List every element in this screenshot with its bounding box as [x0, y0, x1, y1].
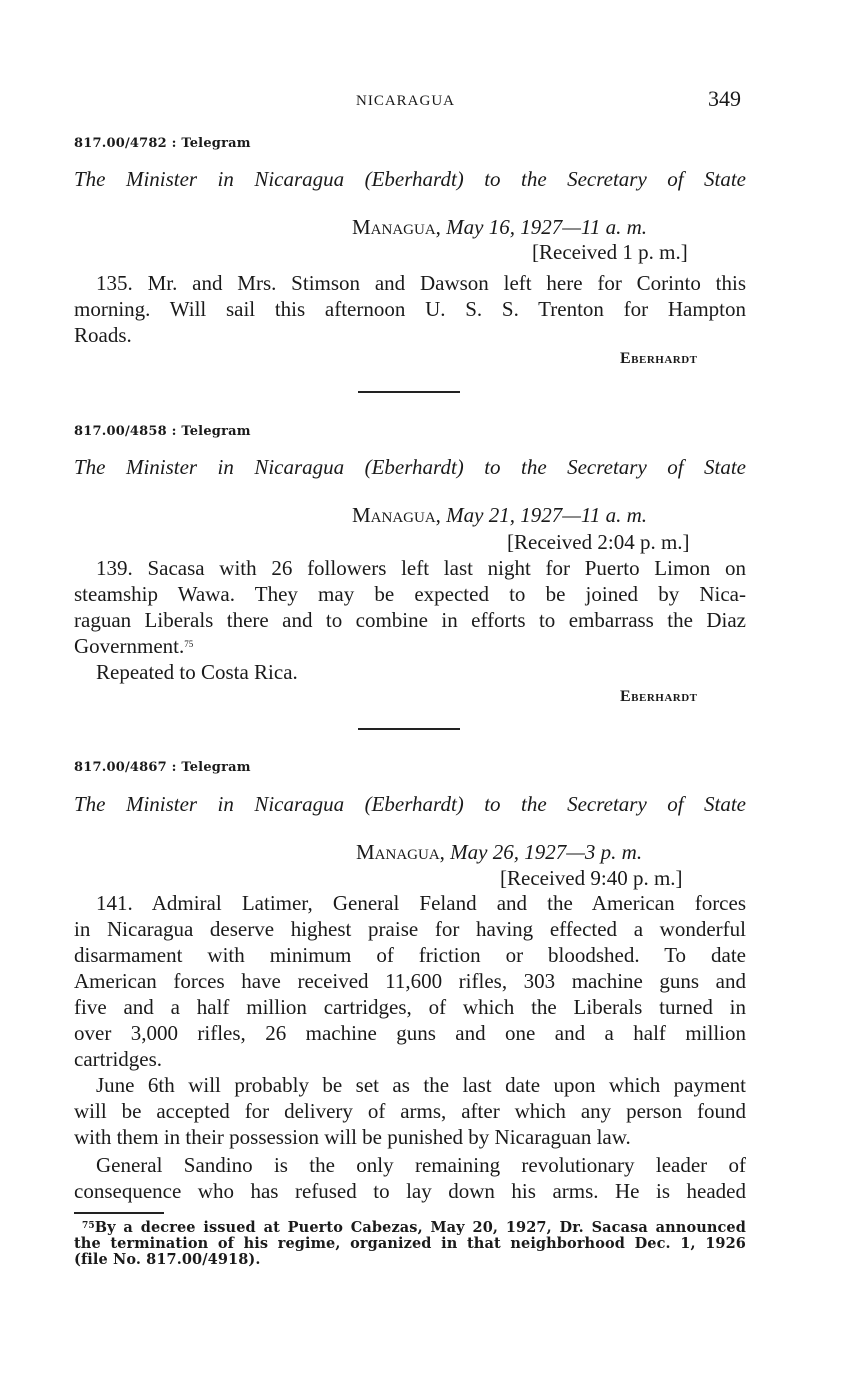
document-heading: The Minister in Nicaragua (Eberhardt) to the Secretary of State: [74, 167, 746, 191]
body-line: 139. Sacasa with 26 followers left last night for Puerto Limon on: [96, 556, 746, 580]
body-line: General Sandino is the only remaining revolutionary leader of: [96, 1153, 746, 1177]
file-reference: 817.00/4782 : Telegram: [74, 136, 251, 151]
body-line: over 3,000 rifles, 26 machine guns and one and a half million: [74, 1021, 746, 1045]
footnote-marker: 75: [184, 639, 194, 649]
received-time: [Received 1 p. m.]: [532, 240, 688, 264]
body-line: consequence who has refused to lay down his arms. He is headed: [74, 1179, 746, 1203]
body-line: will be accepted for delivery of arms, after which any person found: [74, 1099, 746, 1123]
received-time: [Received 2:04 p. m.]: [507, 530, 690, 554]
body-line: in Nicaragua deserve highest praise for having effected a wonderful: [74, 917, 746, 941]
running-header-title: NICARAGUA: [356, 93, 455, 109]
received-time: [Received 9:40 p. m.]: [500, 866, 683, 890]
section-divider: [358, 728, 460, 730]
body-line: raguan Liberals there and to combine in efforts to embarrass the Diaz: [74, 608, 746, 632]
body-line: morning. Will sail this afternoon U. S. S. Trenton for Hampton: [74, 297, 746, 321]
dateline: [352, 503, 647, 528]
footnote-line: (file No. 817.00/4918).: [74, 1251, 261, 1268]
footnote: [74, 1220, 746, 1268]
body-line: with them in their possession will be punished by Nicaraguan law.: [74, 1125, 631, 1149]
dateline-place: Managua,: [352, 503, 441, 527]
body-line: Repeated to Costa Rica.: [96, 660, 298, 684]
body-line-text: Government.: [74, 634, 185, 658]
body-line: June 6th will probably be set as the last date upon which payment: [96, 1073, 746, 1097]
document-heading: The Minister in Nicaragua (Eberhardt) to the Secretary of State: [74, 792, 746, 816]
body-line: disarmament with minimum of friction or bloodshed. To date: [74, 943, 746, 967]
file-reference: 817.00/4858 : Telegram: [74, 424, 251, 439]
dateline-place: Managua,: [356, 840, 445, 864]
body-line: five and a half million cartridges, of which the Liberals turned in: [74, 995, 746, 1019]
body-line: American forces have received 11,600 rifles, 303 machine guns and: [74, 969, 746, 993]
body-line: steamship Wawa. They may be expected to be joined by Nica-: [74, 582, 746, 606]
dateline-date: May 21, 1927—11 a. m.: [446, 503, 648, 527]
footnote-marker: 75: [82, 1221, 95, 1231]
section-divider: [358, 391, 460, 393]
page-number: 349: [708, 86, 741, 111]
body-line: [74, 633, 746, 659]
body-line: cartridges.: [74, 1047, 163, 1071]
footnote-line: [74, 1220, 746, 1236]
dateline: [356, 840, 642, 865]
dateline-date: May 26, 1927—3 p. m.: [450, 840, 643, 864]
telegram-body: [74, 270, 746, 348]
footnote-line: the termination of his regime, organized in that neighborhood Dec. 1, 1926: [74, 1235, 746, 1252]
body-line: 141. Admiral Latimer, General Feland and the American forces: [96, 891, 746, 915]
body-line: Roads.: [74, 323, 132, 347]
dateline: [352, 215, 647, 240]
footnote-divider: [74, 1212, 164, 1214]
telegram-body: [74, 890, 746, 1204]
document-heading: The Minister in Nicaragua (Eberhardt) to the Secretary of State: [74, 455, 746, 479]
telegram-body: [74, 555, 746, 685]
signature: Eberhardt: [620, 350, 698, 367]
signature: Eberhardt: [620, 688, 698, 705]
dateline-place: Managua,: [352, 215, 441, 239]
dateline-date: May 16, 1927—11 a. m.: [446, 215, 648, 239]
footnote-text: By a decree issued at Puerto Cabezas, May 20, 1927, Dr. Sacasa announced: [94, 1219, 746, 1236]
body-line: 135. Mr. and Mrs. Stimson and Dawson left here for Corinto this: [96, 271, 746, 295]
file-reference: 817.00/4867 : Telegram: [74, 760, 251, 775]
